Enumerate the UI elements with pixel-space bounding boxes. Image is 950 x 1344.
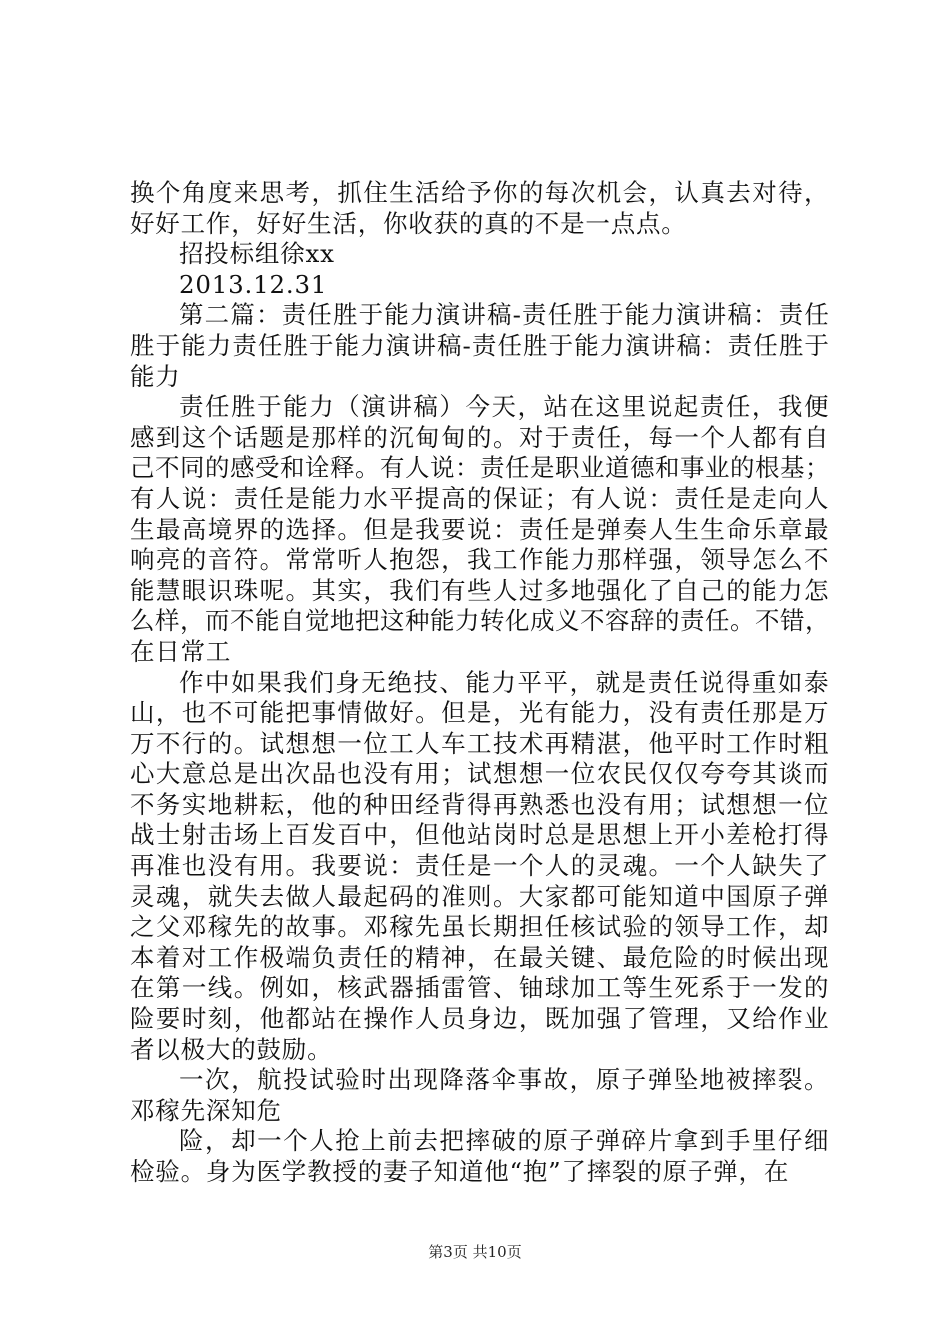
- text-line: 险要时刻，他都站在操作人员身边，既加强了管理，又给作业: [130, 1004, 830, 1034]
- text-line: 再准也没有用。我要说：责任是一个人的灵魂。一个人缺失了: [130, 851, 830, 881]
- text-line: 责任胜于能力（演讲稿）今天，站在这里说起责任，我便: [179, 392, 830, 422]
- text-line: 在日常工: [130, 636, 232, 666]
- text-line: 本着对工作极端负责任的精神，在最关键、最危险的时候出现: [130, 942, 830, 972]
- text-line: 作中如果我们身无绝技、能力平平，就是责任说得重如泰: [179, 667, 830, 697]
- text-line: 不务实地耕耘，他的种田经背得再熟悉也没有用；试想想一位: [130, 789, 830, 819]
- text-line: 么样，而不能自觉地把这种能力转化成义不容辞的责任。不错，: [130, 606, 830, 636]
- text-line: 胜于能力责任胜于能力演讲稿-责任胜于能力演讲稿：责任胜于: [130, 330, 830, 360]
- text-line: 第二篇：责任胜于能力演讲稿-责任胜于能力演讲稿：责任: [179, 300, 830, 330]
- text-line: 能力: [130, 361, 181, 391]
- text-line: 战士射击场上百发百中，但他站岗时总是思想上开小差枪打得: [130, 820, 830, 850]
- text-line: 生最高境界的选择。但是我要说：责任是弹奏人生生命乐章最: [130, 514, 830, 544]
- text-line: 响亮的音符。常常听人抱怨，我工作能力那样强，领导怎么不: [130, 545, 830, 575]
- text-line: 换个角度来思考，抓住生活给予你的每次机会，认真去对待，: [130, 178, 830, 207]
- text-line: 心大意总是出次品也没有用；试想想一位农民仅仅夸夸其谈而: [130, 759, 830, 789]
- text-line: 2013.12.31: [179, 269, 328, 299]
- text-line: 能慧眼识珠呢。其实，我们有些人过多地强化了自己的能力怎: [130, 575, 830, 605]
- text-line: 招投标组徐xx: [179, 239, 335, 269]
- text-line: 者以极大的鼓励。: [130, 1034, 333, 1064]
- text-line: 好好工作，好好生活，你收获的真的不是一点点。: [130, 208, 687, 238]
- text-line: 万不行的。试想想一位工人车工技术再精湛，他平时工作时粗: [130, 728, 830, 758]
- text-line: 在第一线。例如，核武器插雷管、铀球加工等生死系于一发的: [130, 973, 830, 1003]
- document-body: [130, 178, 830, 1188]
- text-line: 之父邓稼先的故事。邓稼先虽长期担任核试验的领导工作，却: [130, 912, 830, 942]
- page-footer: [0, 1242, 950, 1262]
- text-line: 有人说：责任是能力水平提高的保证；有人说：责任是走向人: [130, 483, 830, 513]
- text-line: 灵魂，就失去做人最起码的准则。大家都可能知道中国原子弹: [130, 881, 830, 911]
- text-line: 检验。身为医学教授的妻子知道他“抱”了摔裂的原子弹，在: [130, 1157, 790, 1186]
- text-line: 己不同的感受和诠释。有人说：责任是职业道德和事业的根基；: [130, 453, 830, 483]
- text-line: 邓稼先深知危: [130, 1095, 282, 1125]
- text-line: 险，却一个人抢上前去把摔破的原子弹碎片拿到手里仔细: [179, 1126, 830, 1156]
- text-line: 感到这个话题是那样的沉甸甸的。对于责任，每一个人都有自: [130, 422, 830, 452]
- page-number-label: 第3页 共10页: [428, 1243, 522, 1261]
- text-line: 一次，航投试验时出现降落伞事故，原子弹坠地被摔裂。: [179, 1065, 830, 1095]
- text-line: 山，也不可能把事情做好。但是，光有能力，没有责任那是万: [130, 698, 830, 728]
